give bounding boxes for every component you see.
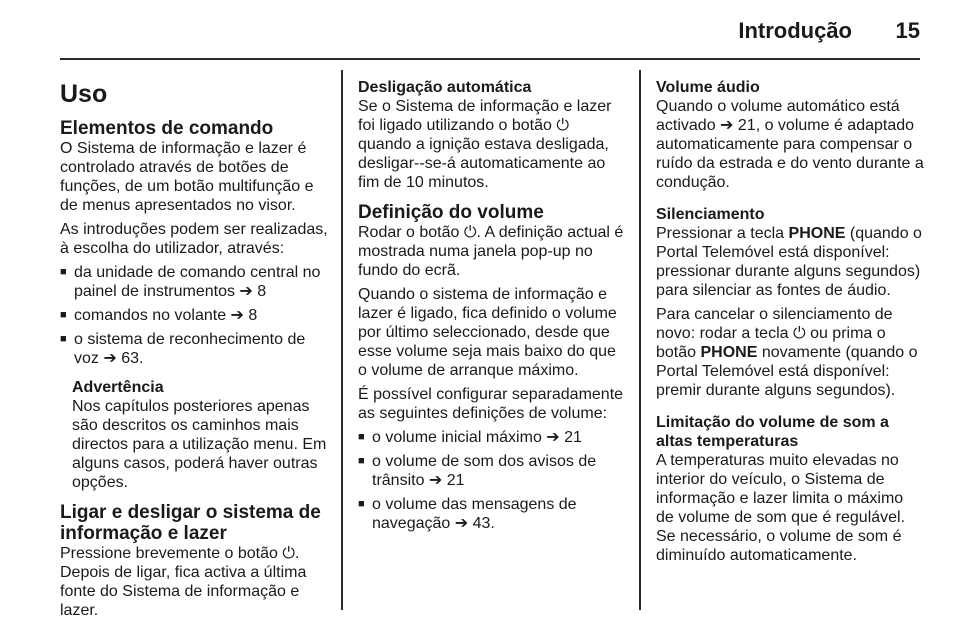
mute-paragraph-2 — [656, 305, 924, 400]
phone-key-label: PHONE — [700, 344, 758, 361]
paragraph-controls: O Sistema de informação e lazer é controlado através de botões de funções, de um botão multifunção e de menus apresentados no visor. — [60, 140, 314, 214]
note-title: Advertência — [72, 379, 164, 396]
text-run: (quando o Portal Telemóvel está disponível: pressionar durante alguns segundos) para silenciar as fontes de áudio. — [656, 225, 922, 299]
mute-title: Silenciamento — [656, 206, 765, 223]
paragraph-power: Pressione brevemente o botão ⏻. Depois de ligar, fica activa a última fonte do Sistema de informação e lazer. — [60, 545, 307, 619]
list-item: ■ da unidade de comando central no painel de instrumentos ➔ 8 — [60, 263, 328, 301]
temperature-limit-text: A temperaturas muito elevadas no interior do veículo, o Sistema de informação e lazer limita o máximo de volume de som que é regulável. Se necessário, o volume de som é diminuído automaticamente. — [656, 452, 906, 564]
volume-title: Definição do volume — [358, 202, 544, 223]
note-text: Nos capítulos posteriores apenas são descritos os caminhos mais directos para a utilização menu. Em alguns casos, poderá haver outras opções. — [72, 398, 327, 491]
list-item: ■ o sistema de reconhecimento de voz ➔ 63. — [60, 330, 328, 368]
volume-paragraph-2: Quando o sistema de informação e lazer é ligado, fica definido o volume por último seleccionado, desde que esse volume seja mais baixo do que o volume de arranque máximo. — [358, 286, 617, 379]
subsection-title-power: Ligar e desligar o sistema de informação e lazer — [60, 502, 321, 544]
section-title: Uso — [60, 80, 108, 108]
list-item: ■ o volume das mensagens de navegação ➔ 43. — [358, 495, 624, 533]
volume-paragraph-3: É possível configurar separadamente as seguintes definições de volume: — [358, 386, 624, 422]
mute-paragraph-1 — [656, 224, 924, 300]
list-item: ■ comandos no volante ➔ 8 — [60, 306, 328, 325]
column-1 — [60, 72, 328, 625]
list-item: ■ o volume de som dos avisos de trânsito ➔ 21 — [358, 452, 624, 490]
chapter-title: Introdução — [738, 18, 852, 43]
volume-settings-list — [358, 428, 624, 533]
column-divider-2 — [639, 70, 641, 610]
text-run: Para cancelar o silenciamento de novo: rodar a tecla ⏻ ou prima o botão — [656, 306, 893, 361]
column-divider-1 — [341, 70, 343, 610]
audio-volume-text: Quando o volume automático está activado ➔ 21, o volume é adaptado automaticamente para compensar o ruído da estrada e do vento durante a condução. — [656, 98, 924, 191]
auto-off-title: Desligação automática — [358, 79, 532, 96]
phone-key-label: PHONE — [788, 225, 846, 242]
audio-volume-title: Volume áudio — [656, 79, 760, 96]
text-run: novamente (quando o Portal Telemóvel está disponível: premir durante alguns segundos). — [656, 344, 918, 399]
column-3 — [656, 72, 924, 570]
note-box — [72, 378, 328, 492]
temperature-limit-title: Limitação do volume de som a altas temperaturas — [656, 414, 889, 450]
column-2 — [358, 72, 624, 538]
header-rule — [60, 58, 920, 60]
page-number: 15 — [895, 18, 920, 43]
auto-off-text: Se o Sistema de informação e lazer foi ligado utilizando o botão ⏻ quando a ignição estava desligada, desligar--se-á automaticamente ao fim de 10 minutos. — [358, 98, 612, 191]
subsection-title-controls: Elementos de comando — [60, 118, 274, 139]
paragraph-inputs: As introduções podem ser realizadas, à escolha do utilizador, através: — [60, 221, 328, 257]
list-item: ■ o volume inicial máximo ➔ 21 — [358, 428, 624, 447]
volume-paragraph-1: Rodar o botão ⏻. A definição actual é mostrada numa janela pop-up no fundo do ecrã. — [358, 224, 624, 279]
input-methods-list — [60, 263, 328, 368]
text-run: Pressionar a tecla — [656, 225, 789, 242]
page-header — [60, 14, 920, 54]
